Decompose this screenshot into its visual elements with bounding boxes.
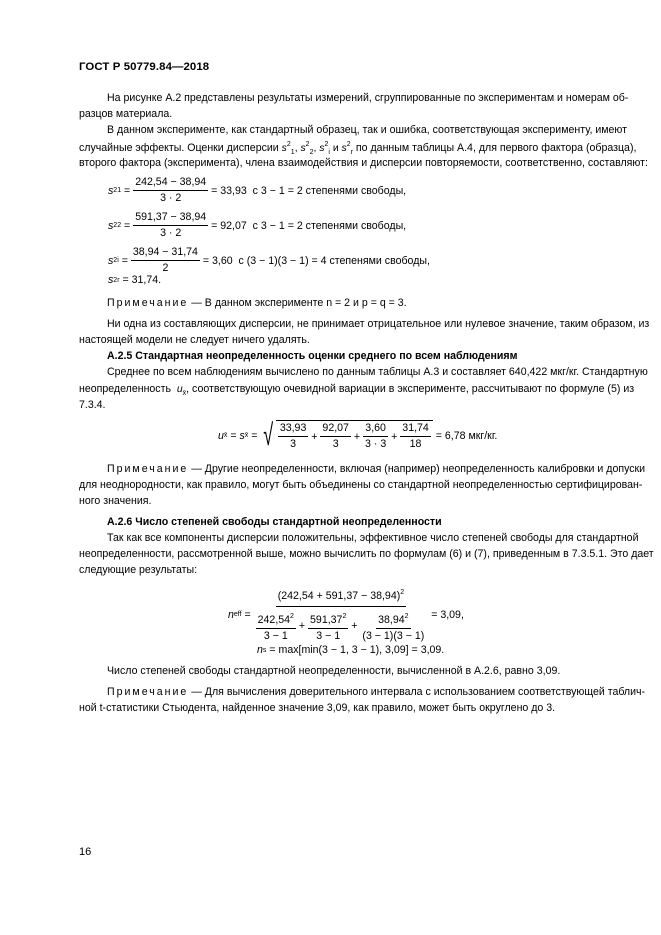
- para2-line3: второго фактора (эксперимента), члена взаимодействия и дисперсии повторяемости, соответственно, составляют:: [79, 157, 648, 169]
- note3-line1: Примечание — Для вычисления доверительного интервала с использованием соответствующей таблич-: [107, 686, 646, 698]
- para6: Число степеней свободы стандартной неопределенности, вычисленной в А.2.6, равно 3,09.: [107, 665, 561, 677]
- para3-line2: настоящей модели не следует ничего удалять.: [79, 334, 310, 346]
- variance-symbols: $s^2_1$, $s^2_2$, $s^2_i$ и $s^2_r$: [281, 141, 353, 156]
- document-header: ГОСТ Р 50779.84—2018: [79, 61, 210, 73]
- para4-line1: Среднее по всем наблюдениям вычислено по данным таблицы А.3 и составляет 640,422 мкг/кг. Стандартную: [107, 366, 648, 378]
- formula-ns: n s = max[min(3 − 1, 3 − 1), 3,09] = 3,09.: [257, 644, 445, 656]
- formula-neff: n eff = $(242,54 + 591,37 - 38,94)^2$ $\frac{242,54^2}{3 - 1}$ + $\frac{591,37^2}{3 - 1}$ + $\frac{38,94^2}{(3 - 1)(3 - 1)}$ = 3,09,: [228, 586, 464, 643]
- note2-line1: Примечание — Другие неопределенности, включая (например) неопределенность калибровки и допуски: [107, 463, 646, 475]
- para5-line3: следующие результаты:: [79, 564, 198, 576]
- note3-line2: ной t-статистики Стьюдента, найденное значение 3,09, как правило, может быть округлено до 3.: [79, 702, 556, 714]
- note2-line2: для неоднородности, как правило, могут быть объединены со стандартной неопределенностью сертифицирован-: [79, 479, 643, 491]
- para4-line3: 7.3.4.: [79, 399, 106, 411]
- note1: Примечание — В данном эксперименте n = 2 и p = q = 3.: [107, 297, 407, 309]
- para2-line2: случайные эффекты. Оценки дисперсии $s^2_1$, $s^2_2$, $s^2_i$ и $s^2_r$ по данным таблицы А.4, для первого фактора (образца),: [79, 141, 637, 156]
- formula-sr: s 2 r = 31,74.: [108, 274, 162, 286]
- section-a26-title: А.2.6 Число степеней свободы стандартной неопределенности: [107, 516, 442, 528]
- para1-line1: На рисунке А.2 представлены результаты измерений, сгруппированные по экспериментам и номерам об-: [107, 92, 629, 104]
- para3-line1: Ни одна из составляющих дисперсии, не принимает отрицательное или нулевое значение, таким образом, из: [107, 318, 650, 330]
- page-number: 16: [79, 846, 92, 858]
- note2-line3: ного значения.: [79, 495, 152, 507]
- para4-line2: неопределенность $u_{x̄}$, соответствующую очевидной вариации в эксперименте, рассчитывают по формуле (5) из: [79, 383, 635, 397]
- section-a25-title: А.2.5 Стандартная неопределенность оценки среднего по всем наблюдениям: [107, 350, 518, 362]
- formula-si: s 2 i = $\frac{38,94 - 31,74}{2}$ = 3,60 с (3 − 1)(3 − 1) = 4 степенями свободы,: [108, 246, 430, 274]
- para2-line1: В данном эксперименте, как стандартный образец, так и ошибка, соответствующая эксперименту, имеют: [107, 124, 627, 136]
- formula-s2: s 2 2 = $\frac{591,37 - 38,94}{3 \cdot 2}$ = 92,07 с 3 − 1 = 2 степенями свободы,: [108, 211, 407, 239]
- para5-line2: неопределенности, рассмотренной выше, можно вычислить по формулам (6) и (7), приведенным в 7.3.5.1. Это дает: [79, 548, 654, 560]
- formula-ux: u x̄ = s x̄ = √ $\frac{33,93}{3}$ + $\frac{92,07}{3}$ + $\frac{3,60}{3 \cdot 3}$ + $\frac{31,74}{18}$ = 6,78 мкг/кг.: [218, 418, 498, 452]
- para1-line2: разцов материала.: [79, 108, 173, 120]
- formula-s1: s 2 1 = $\frac{242,54 - 38,94}{3 \cdot 2}$ = 33,93 с 3 − 1 = 2 степенями свободы,: [108, 176, 407, 204]
- para5-line1: Так как все компоненты дисперсии положительны, эффективное число степеней свободы для стандартной: [107, 532, 639, 544]
